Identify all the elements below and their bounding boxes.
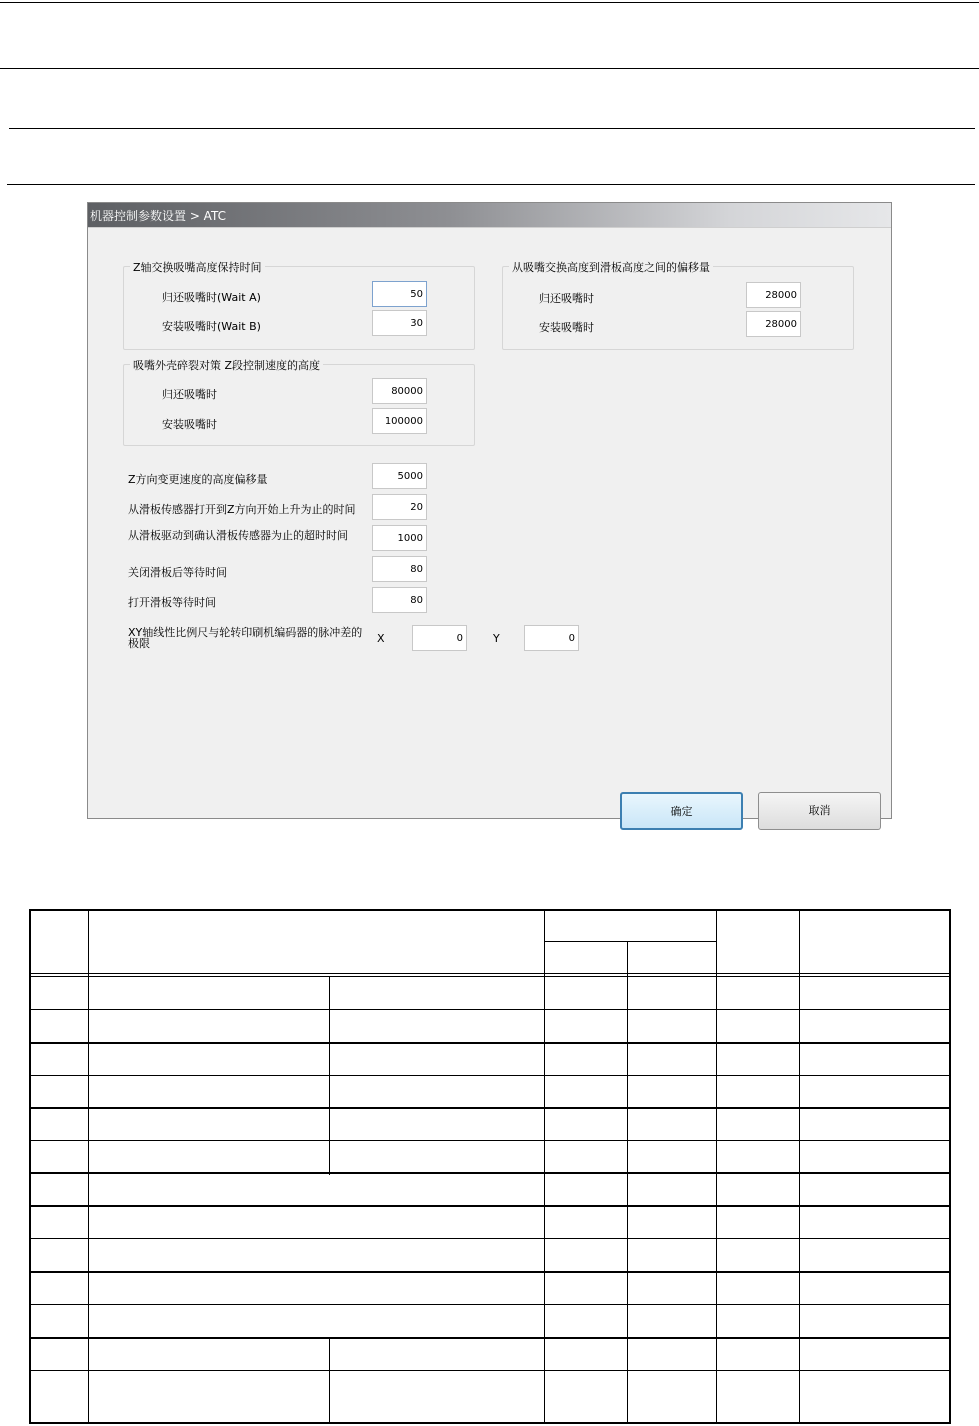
param-close-wait-input[interactable]: 80 [372, 556, 427, 582]
grid-line [329, 1337, 330, 1424]
grid-line [29, 1337, 951, 1339]
grid-line [29, 1205, 951, 1207]
cancel-button[interactable]: 取消 [758, 792, 881, 830]
grid-line [29, 1009, 951, 1010]
grid-line [29, 1370, 951, 1371]
top-rule-2 [0, 68, 979, 69]
param-sensor-timeout-label: 从滑板驱动到确认滑板传感器为止的超时时间 [128, 529, 348, 542]
grid-line [949, 909, 951, 1424]
param-z-speed-offset-label: Z方向变更速度的高度偏移量 [128, 473, 268, 486]
grid-line [29, 909, 951, 911]
grid-line [544, 941, 716, 942]
xy-limit-label: XY轴线性比例尺与轮转印刷机编码器的脉冲差的极限 [128, 626, 363, 650]
offset-install-label: 安装吸嘴时 [539, 321, 594, 334]
top-rule-1 [0, 2, 979, 3]
grid-line [716, 909, 717, 1424]
grid-line [29, 909, 31, 1424]
grid-line [544, 909, 545, 1424]
atc-settings-dialog [87, 202, 892, 819]
grid-line [29, 1107, 951, 1109]
grid-line [627, 941, 628, 1424]
grid-line [29, 1271, 951, 1273]
param-close-wait-label: 关闭滑板后等待时间 [128, 566, 227, 579]
grid-line [29, 1422, 951, 1424]
crack-install-label: 安装吸嘴时 [162, 418, 217, 431]
xy-limit-x-label: X [377, 632, 385, 645]
grid-line [29, 1238, 951, 1239]
dialog-titlebar[interactable] [88, 203, 891, 227]
crack-return-input[interactable]: 80000 [372, 378, 427, 404]
grid-line [29, 976, 951, 977]
grid-line [329, 977, 330, 1175]
offset-install-input[interactable]: 28000 [746, 311, 801, 337]
grid-line [29, 973, 951, 974]
group-offset [502, 261, 854, 350]
xy-limit-x-input[interactable]: 0 [412, 625, 467, 651]
grid-line [29, 1304, 951, 1305]
parameter-table-grid [29, 909, 951, 1424]
grid-line [29, 1042, 951, 1044]
param-sensor-timeout-input[interactable]: 1000 [372, 525, 427, 551]
hold-return-input[interactable]: 50 [372, 281, 427, 307]
hold-install-label: 安装吸嘴时(Wait B) [162, 320, 261, 333]
group-hold-time-legend: Z轴交换吸嘴高度保持时间 [130, 259, 265, 275]
grid-line [799, 909, 800, 1424]
crack-install-input[interactable]: 100000 [372, 408, 427, 434]
param-sensor-rise-time-input[interactable]: 20 [372, 494, 427, 520]
grid-line [29, 1172, 951, 1174]
group-crack-legend: 吸嘴外壳碎裂对策 Z段控制速度的高度 [130, 357, 323, 373]
group-offset-legend: 从吸嘴交换高度到滑板高度之间的偏移量 [509, 259, 713, 275]
ok-button[interactable]: 确定 [620, 792, 743, 830]
param-open-wait-label: 打开滑板等待时间 [128, 596, 216, 609]
group-hold-time [123, 261, 475, 350]
grid-line [29, 1140, 951, 1141]
hold-install-input[interactable]: 30 [372, 310, 427, 336]
xy-limit-y-input[interactable]: 0 [524, 625, 579, 651]
dialog-body [88, 227, 891, 818]
param-z-speed-offset-input[interactable]: 5000 [372, 463, 427, 489]
crack-return-label: 归还吸嘴时 [162, 388, 217, 401]
xy-limit-y-label: Y [493, 632, 500, 645]
top-rule-3 [9, 128, 975, 129]
offset-return-input[interactable]: 28000 [746, 282, 801, 308]
offset-return-label: 归还吸嘴时 [539, 292, 594, 305]
hold-return-label: 归还吸嘴时(Wait A) [162, 291, 261, 304]
dialog-title: 机器控制参数设置 > ATC [90, 209, 226, 223]
grid-line [88, 909, 89, 1424]
grid-line [29, 1075, 951, 1076]
param-sensor-rise-time-label: 从滑板传感器打开到Z方向开始上升为止的时间 [128, 503, 356, 516]
top-rule-4 [7, 184, 975, 185]
param-open-wait-input[interactable]: 80 [372, 587, 427, 613]
